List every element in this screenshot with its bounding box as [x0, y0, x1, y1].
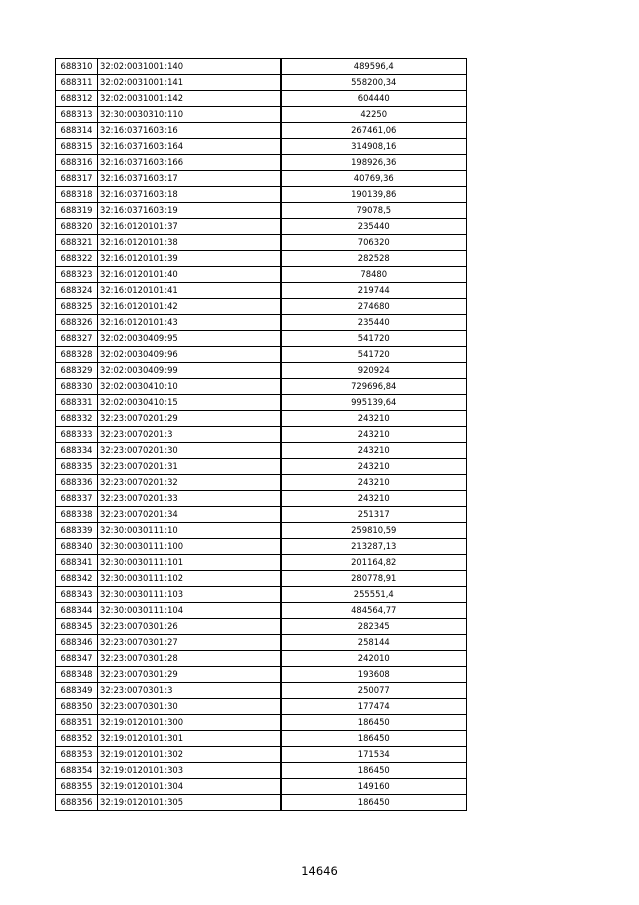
table-row: [56, 139, 467, 155]
row-number-cell: 688343: [56, 587, 98, 603]
value-cell: 251317: [281, 507, 467, 523]
row-number-cell: 688321: [56, 235, 98, 251]
value-cell: 78480: [281, 267, 467, 283]
table-row: [56, 235, 467, 251]
value-cell: 282528: [281, 251, 467, 267]
cadastral-number-cell: 32:30:0030111:102: [98, 571, 281, 587]
table-row: [56, 667, 467, 683]
cadastral-number-cell: 32:30:0030111:101: [98, 555, 281, 571]
row-number-cell: 688312: [56, 91, 98, 107]
value-cell: 243210: [281, 459, 467, 475]
cadastral-number-cell: 32:30:0030111:103: [98, 587, 281, 603]
table-row: [56, 267, 467, 283]
row-number-cell: 688318: [56, 187, 98, 203]
cadastral-number-cell: 32:02:0030410:10: [98, 379, 281, 395]
cadastral-number-cell: 32:02:0030409:99: [98, 363, 281, 379]
value-cell: 243210: [281, 443, 467, 459]
table-row: [56, 107, 467, 123]
value-cell: 258144: [281, 635, 467, 651]
row-number-cell: 688356: [56, 795, 98, 811]
row-number-cell: 688349: [56, 683, 98, 699]
row-number-cell: 688346: [56, 635, 98, 651]
cadastral-number-cell: 32:16:0371603:17: [98, 171, 281, 187]
value-cell: 267461,06: [281, 123, 467, 139]
row-number-cell: 688317: [56, 171, 98, 187]
cadastral-value-table: [55, 58, 467, 811]
table-row: [56, 251, 467, 267]
table-row: [56, 59, 467, 75]
table-row: [56, 155, 467, 171]
row-number-cell: 688319: [56, 203, 98, 219]
value-cell: 314908,16: [281, 139, 467, 155]
row-number-cell: 688324: [56, 283, 98, 299]
row-number-cell: 688347: [56, 651, 98, 667]
table-row: [56, 491, 467, 507]
table-row: [56, 523, 467, 539]
table-row: [56, 715, 467, 731]
cadastral-number-cell: 32:19:0120101:304: [98, 779, 281, 795]
table-row: [56, 379, 467, 395]
row-number-cell: 688351: [56, 715, 98, 731]
table-row: [56, 779, 467, 795]
table-row: [56, 299, 467, 315]
row-number-cell: 688326: [56, 315, 98, 331]
cadastral-number-cell: 32:23:0070301:30: [98, 699, 281, 715]
value-cell: 259810,59: [281, 523, 467, 539]
value-cell: 541720: [281, 331, 467, 347]
cadastral-number-cell: 32:19:0120101:305: [98, 795, 281, 811]
value-cell: 171534: [281, 747, 467, 763]
value-cell: 201164,82: [281, 555, 467, 571]
table-row: [56, 411, 467, 427]
table-row: [56, 395, 467, 411]
value-cell: 190139,86: [281, 187, 467, 203]
cadastral-number-cell: 32:02:0031001:141: [98, 75, 281, 91]
value-cell: 558200,34: [281, 75, 467, 91]
cadastral-number-cell: 32:02:0030410:15: [98, 395, 281, 411]
row-number-cell: 688344: [56, 603, 98, 619]
table-row: [56, 603, 467, 619]
table-row: [56, 363, 467, 379]
cadastral-number-cell: 32:19:0120101:301: [98, 731, 281, 747]
value-cell: 250077: [281, 683, 467, 699]
cadastral-number-cell: 32:30:0030310:110: [98, 107, 281, 123]
value-cell: 604440: [281, 91, 467, 107]
table-row: [56, 187, 467, 203]
value-cell: 235440: [281, 219, 467, 235]
table-row: [56, 459, 467, 475]
table-row: [56, 763, 467, 779]
cadastral-number-cell: 32:23:0070201:32: [98, 475, 281, 491]
value-cell: 186450: [281, 731, 467, 747]
value-cell: 995139,64: [281, 395, 467, 411]
cadastral-number-cell: 32:23:0070201:31: [98, 459, 281, 475]
row-number-cell: 688331: [56, 395, 98, 411]
row-number-cell: 688353: [56, 747, 98, 763]
row-number-cell: 688310: [56, 59, 98, 75]
table-row: [56, 283, 467, 299]
row-number-cell: 688339: [56, 523, 98, 539]
table-row: [56, 587, 467, 603]
row-number-cell: 688311: [56, 75, 98, 91]
value-cell: 706320: [281, 235, 467, 251]
cadastral-number-cell: 32:16:0371603:16: [98, 123, 281, 139]
value-cell: 42250: [281, 107, 467, 123]
table-row: [56, 91, 467, 107]
value-cell: 274680: [281, 299, 467, 315]
value-cell: 541720: [281, 347, 467, 363]
table-row: [56, 427, 467, 443]
cadastral-number-cell: 32:23:0070201:34: [98, 507, 281, 523]
row-number-cell: 688342: [56, 571, 98, 587]
table-row: [56, 635, 467, 651]
table-row: [56, 683, 467, 699]
value-cell: 282345: [281, 619, 467, 635]
table-row: [56, 699, 467, 715]
row-number-cell: 688337: [56, 491, 98, 507]
value-cell: 219744: [281, 283, 467, 299]
row-number-cell: 688322: [56, 251, 98, 267]
table-row: [56, 555, 467, 571]
value-cell: 729696,84: [281, 379, 467, 395]
cadastral-number-cell: 32:23:0070201:3: [98, 427, 281, 443]
table-row: [56, 315, 467, 331]
row-number-cell: 688340: [56, 539, 98, 555]
value-cell: 243210: [281, 427, 467, 443]
row-number-cell: 688325: [56, 299, 98, 315]
value-cell: 186450: [281, 763, 467, 779]
row-number-cell: 688333: [56, 427, 98, 443]
cadastral-number-cell: 32:16:0120101:39: [98, 251, 281, 267]
table-row: [56, 747, 467, 763]
row-number-cell: 688335: [56, 459, 98, 475]
value-cell: 198926,36: [281, 155, 467, 171]
cadastral-number-cell: 32:23:0070301:3: [98, 683, 281, 699]
value-cell: 280778,91: [281, 571, 467, 587]
cadastral-number-cell: 32:16:0120101:40: [98, 267, 281, 283]
row-number-cell: 688350: [56, 699, 98, 715]
cadastral-number-cell: 32:23:0070301:27: [98, 635, 281, 651]
cadastral-number-cell: 32:02:0031001:142: [98, 91, 281, 107]
page-number: 14646: [301, 864, 338, 878]
cadastral-number-cell: 32:16:0371603:164: [98, 139, 281, 155]
table-row: [56, 539, 467, 555]
row-number-cell: 688329: [56, 363, 98, 379]
table-body: [56, 59, 467, 811]
table-row: [56, 203, 467, 219]
value-cell: 489596,4: [281, 59, 467, 75]
value-cell: 243210: [281, 475, 467, 491]
table-row: [56, 75, 467, 91]
cadastral-number-cell: 32:23:0070201:33: [98, 491, 281, 507]
table-row: [56, 475, 467, 491]
table-row: [56, 331, 467, 347]
value-cell: 193608: [281, 667, 467, 683]
cadastral-number-cell: 32:19:0120101:300: [98, 715, 281, 731]
row-number-cell: 688315: [56, 139, 98, 155]
value-cell: 235440: [281, 315, 467, 331]
cadastral-number-cell: 32:23:0070301:28: [98, 651, 281, 667]
row-number-cell: 688330: [56, 379, 98, 395]
value-cell: 920924: [281, 363, 467, 379]
table-row: [56, 171, 467, 187]
value-cell: 79078,5: [281, 203, 467, 219]
value-cell: 40769,36: [281, 171, 467, 187]
row-number-cell: 688336: [56, 475, 98, 491]
table-row: [56, 219, 467, 235]
table-row: [56, 507, 467, 523]
cadastral-number-cell: 32:16:0120101:38: [98, 235, 281, 251]
value-cell: 243210: [281, 411, 467, 427]
cadastral-number-cell: 32:30:0030111:10: [98, 523, 281, 539]
row-number-cell: 688338: [56, 507, 98, 523]
table-row: [56, 795, 467, 811]
row-number-cell: 688355: [56, 779, 98, 795]
table-row: [56, 619, 467, 635]
row-number-cell: 688332: [56, 411, 98, 427]
cadastral-number-cell: 32:30:0030111:104: [98, 603, 281, 619]
value-cell: 186450: [281, 795, 467, 811]
row-number-cell: 688348: [56, 667, 98, 683]
value-cell: 243210: [281, 491, 467, 507]
row-number-cell: 688328: [56, 347, 98, 363]
cadastral-number-cell: 32:16:0120101:37: [98, 219, 281, 235]
value-cell: 484564,77: [281, 603, 467, 619]
table-row: [56, 731, 467, 747]
value-cell: 149160: [281, 779, 467, 795]
cadastral-number-cell: 32:16:0371603:18: [98, 187, 281, 203]
row-number-cell: 688323: [56, 267, 98, 283]
cadastral-number-cell: 32:16:0120101:41: [98, 283, 281, 299]
cadastral-number-cell: 32:02:0030409:96: [98, 347, 281, 363]
row-number-cell: 688320: [56, 219, 98, 235]
cadastral-number-cell: 32:02:0030409:95: [98, 331, 281, 347]
value-cell: 255551,4: [281, 587, 467, 603]
row-number-cell: 688354: [56, 763, 98, 779]
cadastral-number-cell: 32:23:0070201:29: [98, 411, 281, 427]
cadastral-number-cell: 32:19:0120101:302: [98, 747, 281, 763]
table-row: [56, 347, 467, 363]
value-cell: 242010: [281, 651, 467, 667]
row-number-cell: 688314: [56, 123, 98, 139]
value-cell: 186450: [281, 715, 467, 731]
cadastral-number-cell: 32:16:0120101:42: [98, 299, 281, 315]
row-number-cell: 688313: [56, 107, 98, 123]
cadastral-number-cell: 32:23:0070201:30: [98, 443, 281, 459]
table-row: [56, 443, 467, 459]
row-number-cell: 688334: [56, 443, 98, 459]
cadastral-number-cell: 32:16:0371603:19: [98, 203, 281, 219]
cadastral-number-cell: 32:19:0120101:303: [98, 763, 281, 779]
row-number-cell: 688316: [56, 155, 98, 171]
table-row: [56, 571, 467, 587]
row-number-cell: 688327: [56, 331, 98, 347]
table-row: [56, 651, 467, 667]
cadastral-number-cell: 32:16:0371603:166: [98, 155, 281, 171]
cadastral-number-cell: 32:16:0120101:43: [98, 315, 281, 331]
cadastral-number-cell: 32:23:0070301:29: [98, 667, 281, 683]
value-cell: 177474: [281, 699, 467, 715]
table-row: [56, 123, 467, 139]
value-cell: 213287,13: [281, 539, 467, 555]
row-number-cell: 688341: [56, 555, 98, 571]
cadastral-number-cell: 32:30:0030111:100: [98, 539, 281, 555]
cadastral-number-cell: 32:23:0070301:26: [98, 619, 281, 635]
row-number-cell: 688352: [56, 731, 98, 747]
row-number-cell: 688345: [56, 619, 98, 635]
cadastral-number-cell: 32:02:0031001:140: [98, 59, 281, 75]
